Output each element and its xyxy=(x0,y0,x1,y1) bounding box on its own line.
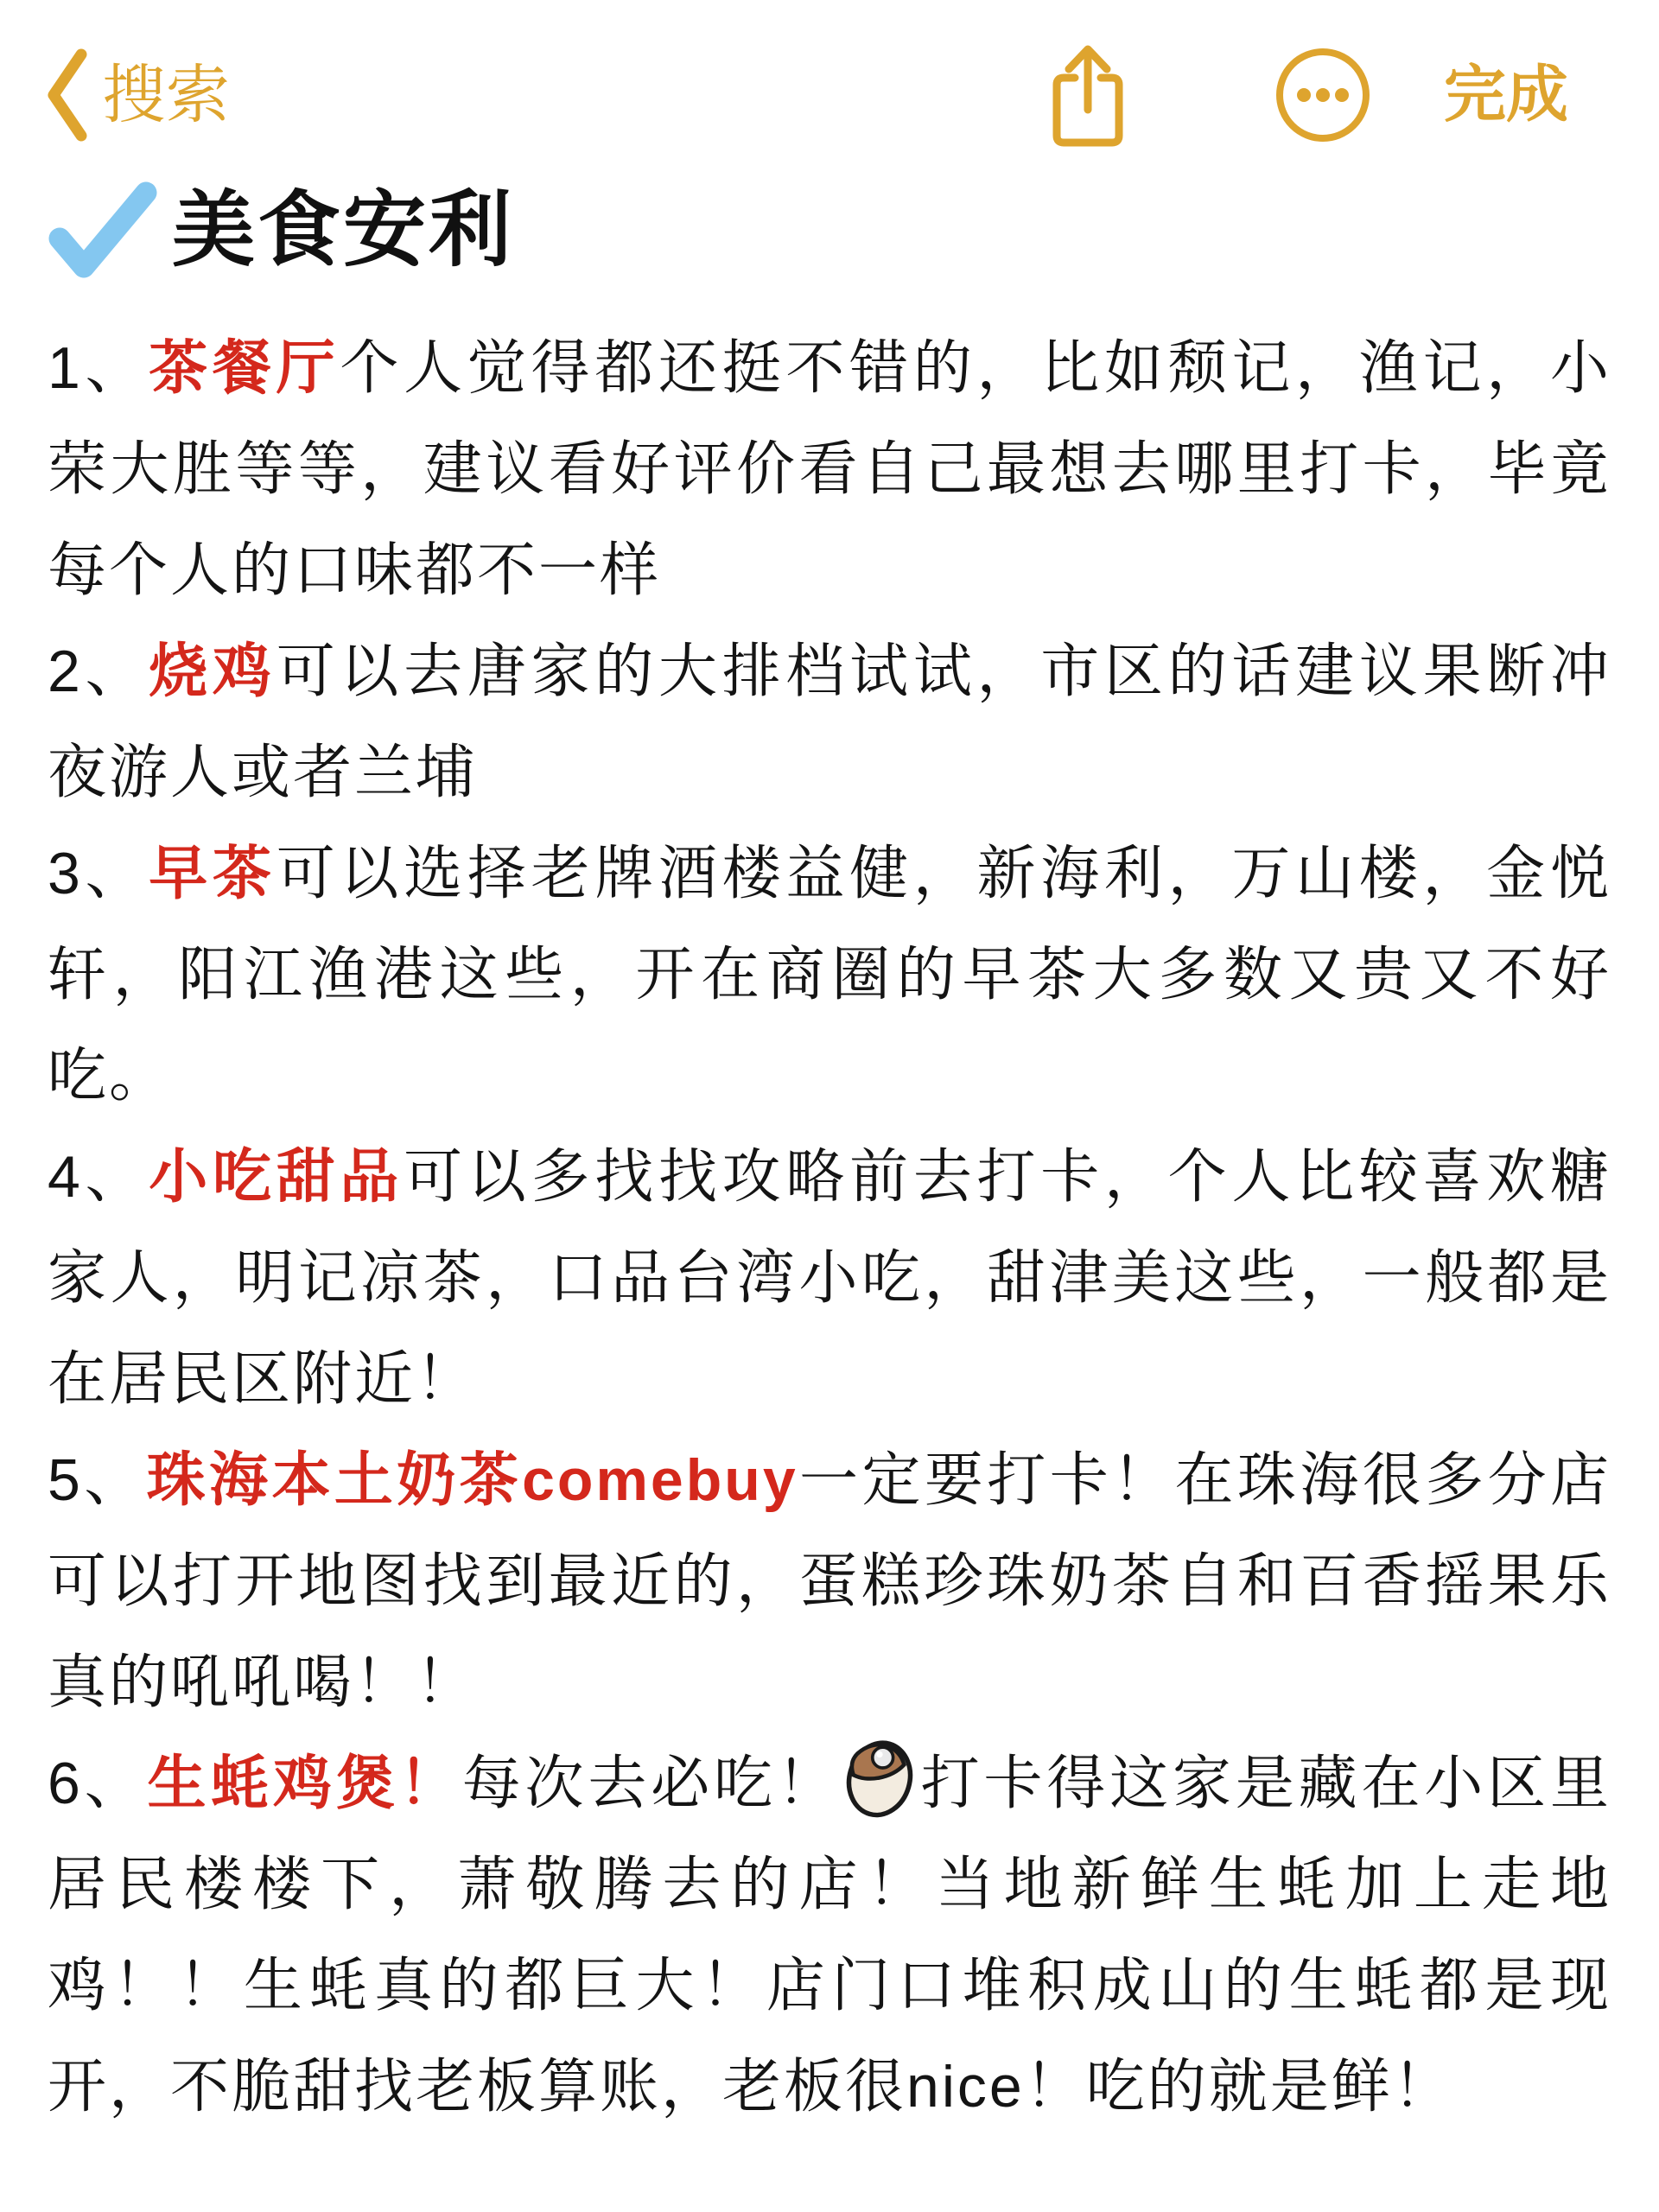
blue-check-icon xyxy=(48,181,158,280)
item-highlight: 茶餐厅 xyxy=(149,335,340,401)
item-text: 个人觉得都还挺不错的，比如颓记，渔记，小荣大胜等等，建议看好评价看自己最想去哪里打卡，毕竟每个人的口味都不一样 xyxy=(48,335,1611,603)
item-number: 6、 xyxy=(48,1751,148,1816)
item-text: 可以多找找攻略前去打卡，个人比较喜欢糖家人，明记凉茶，口品台湾小吃，甜津美这些，一般都是在居民区附近！ xyxy=(48,1144,1611,1412)
done-button[interactable]: 完成 xyxy=(1443,60,1568,130)
chevron-left-icon xyxy=(43,47,88,143)
note-body[interactable] xyxy=(0,318,1659,2138)
back-button[interactable] xyxy=(43,47,230,143)
list-item-2 xyxy=(48,621,1611,823)
item-number: 2、 xyxy=(48,639,149,704)
item-highlight: 早茶 xyxy=(149,841,276,906)
title-text: 美食安利 xyxy=(172,184,514,277)
share-button[interactable] xyxy=(1045,41,1131,149)
note-title xyxy=(0,181,1659,280)
item-text: 可以选择老牌酒楼益健，新海利，万山楼，金悦轩，阳江渔港这些，开在商圈的早茶大多数又贵又不好吃。 xyxy=(48,841,1611,1109)
list-item-3 xyxy=(48,823,1611,1127)
ellipsis-circle-icon xyxy=(1274,47,1371,143)
more-button[interactable] xyxy=(1274,47,1371,143)
item-highlight: 烧鸡 xyxy=(149,639,276,704)
item-text: 一定要打卡！在珠海很多分店可以打开地图找到最近的，蛋糕珍珠奶茶自和百香摇果乐真的吼吼喝！！ xyxy=(48,1447,1611,1715)
item-text: 可以去唐家的大排档试试，市区的话建议果断冲夜游人或者兰埔 xyxy=(48,639,1611,805)
list-item-4 xyxy=(48,1127,1611,1430)
item-number: 5、 xyxy=(48,1447,147,1513)
item-number: 3、 xyxy=(48,841,149,906)
oyster-emoji xyxy=(842,1736,918,1819)
item-text: 每次去必吃！ xyxy=(461,1751,840,1816)
item-number: 1、 xyxy=(48,335,149,401)
list-item-6 xyxy=(48,1733,1611,2138)
nav-bar xyxy=(0,0,1659,147)
item-highlight: 小吃甜品 xyxy=(149,1144,404,1210)
list-item-1 xyxy=(48,318,1611,621)
share-icon xyxy=(1045,41,1131,149)
item-highlight: 生蚝鸡煲！ xyxy=(147,1751,462,1816)
item-text: 打卡得这家是藏在小区里居民楼楼下，萧敬腾去的店！当地新鲜生蚝加上走地鸡！！生蚝真的都巨大！店门口堆积成山的生蚝都是现开，不脆甜找老板算账，老板很nice！吃的就是鲜！ xyxy=(48,1751,1611,2120)
list-item-5 xyxy=(48,1430,1611,1733)
item-number: 4、 xyxy=(48,1144,149,1210)
item-highlight: 珠海本土奶茶comebuy xyxy=(146,1447,798,1513)
back-label: 搜索 xyxy=(102,59,230,130)
